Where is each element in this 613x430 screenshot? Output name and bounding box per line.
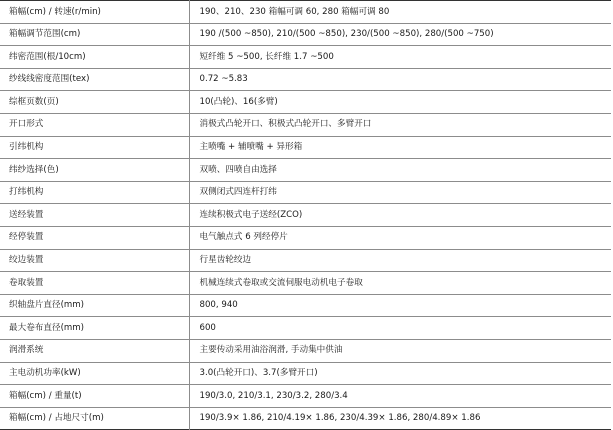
row-label: 卷取装置 [0,272,189,295]
row-value: 0.72 ~5.83 [189,68,611,91]
table-row [0,91,611,114]
row-label: 综框页数(页) [0,91,189,114]
row-value: 190/3.0, 210/3.1, 230/3.2, 280/3.4 [189,385,611,408]
row-label: 最大卷布直径(mm) [0,317,189,340]
row-value: 连续积极式电子送经(ZCO) [189,204,611,227]
row-label: 打纬机构 [0,181,189,204]
row-label: 箱幅(cm) / 转速(r/min) [0,1,189,24]
table-row [0,339,611,362]
table-row [0,46,611,69]
spec-table-body [0,1,611,430]
table-row [0,362,611,385]
table-row [0,249,611,272]
row-value: 消极式凸轮开口、积极式凸轮开口、多臂开口 [189,113,611,136]
table-row [0,136,611,159]
row-value: 190 /(500 ~850), 210/(500 ~850), 230/(500 ~850), 280/(500 ~750) [189,23,611,46]
row-value: 190/3.9× 1.86, 210/4.19× 1.86, 230/4.39× 1.86, 280/4.89× 1.86 [189,407,611,430]
table-row [0,407,611,430]
row-value: 3.0(凸轮开口)、3.7(多臂开口) [189,362,611,385]
row-label: 箱幅(cm) / 占地尺寸(m) [0,407,189,430]
table-row [0,294,611,317]
row-value: 800, 940 [189,294,611,317]
table-row [0,317,611,340]
row-value: 10(凸轮)、16(多臂) [189,91,611,114]
table-row [0,23,611,46]
row-label: 主电动机功率(kW) [0,362,189,385]
table-row [0,226,611,249]
row-label: 纬密范围(根/10cm) [0,46,189,69]
row-value: 双喷、四喷自由选择 [189,159,611,182]
table-row [0,181,611,204]
table-row [0,385,611,408]
row-value: 主要传动采用油浴润滑, 手动集中供油 [189,339,611,362]
row-value: 短纤维 5 ~500, 长纤维 1.7 ~500 [189,46,611,69]
row-label: 箱幅调节范围(cm) [0,23,189,46]
row-value: 行星齿轮绞边 [189,249,611,272]
table-row [0,159,611,182]
row-label: 纱线线密度范围(tex) [0,68,189,91]
row-value: 双侧闭式四连杆打纬 [189,181,611,204]
table-row [0,68,611,91]
row-label: 经停装置 [0,226,189,249]
row-label: 纬纱选择(色) [0,159,189,182]
table-row [0,204,611,227]
row-label: 润滑系统 [0,339,189,362]
row-label: 绞边装置 [0,249,189,272]
row-label: 箱幅(cm) / 重量(t) [0,385,189,408]
row-label: 织轴盘片直径(mm) [0,294,189,317]
table-row [0,113,611,136]
row-value: 600 [189,317,611,340]
row-label: 引纬机构 [0,136,189,159]
row-label: 送经装置 [0,204,189,227]
row-value: 机械连续式卷取或交流伺服电动机电子卷取 [189,272,611,295]
table-row [0,1,611,24]
row-value: 主喷嘴 + 辅喷嘴 + 异形箱 [189,136,611,159]
row-label: 开口形式 [0,113,189,136]
table-row [0,272,611,295]
row-value: 190、210、230 箱幅可调 60, 280 箱幅可调 80 [199,6,390,17]
row-value: 电气触点式 6 列经停片 [189,226,611,249]
